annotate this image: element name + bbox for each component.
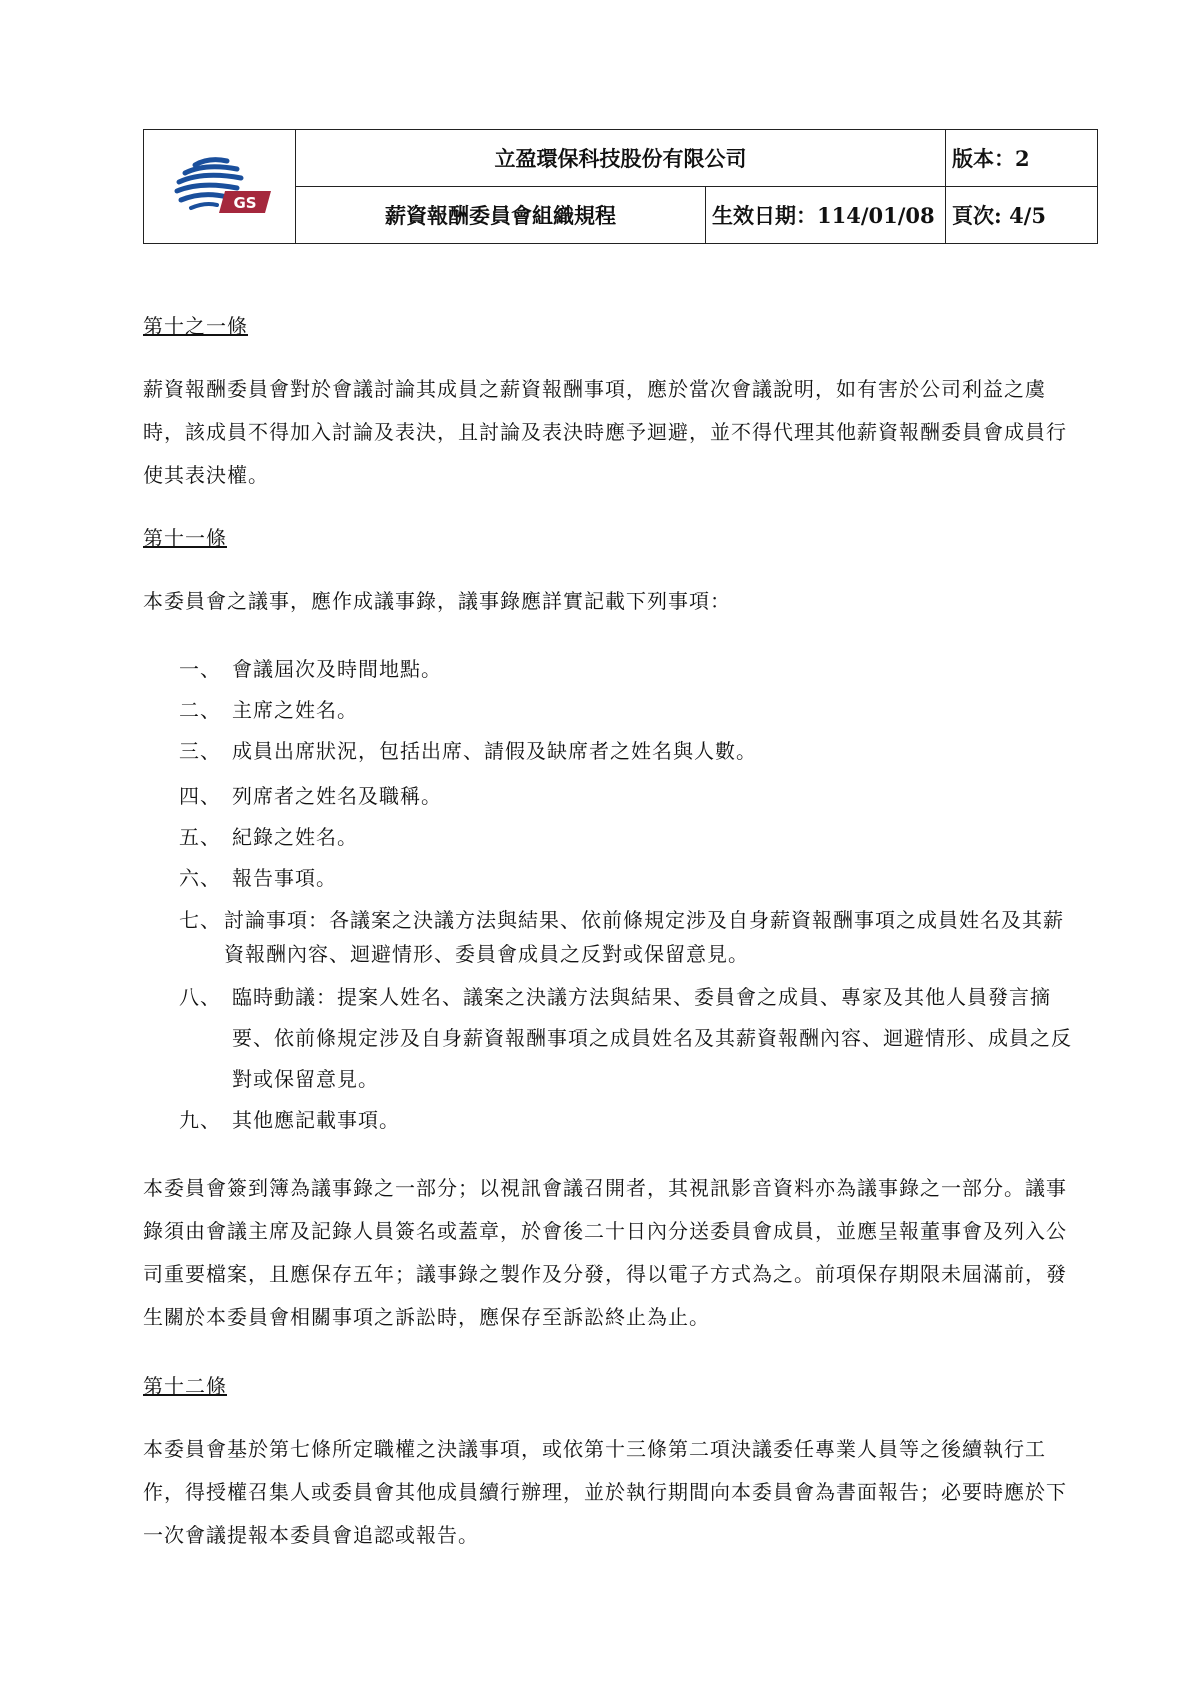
list-item-text: 列席者之姓名及職稱。 [232, 784, 442, 808]
article-intro: 本委員會之議事，應作成議事錄，議事錄應詳實記載下列事項： [143, 589, 731, 613]
list-item-number: 四、 [179, 784, 221, 808]
list-item [143, 817, 1083, 858]
list-item [143, 977, 1083, 1100]
list-item [143, 858, 1083, 899]
list-item-text: 紀錄之姓名。 [232, 825, 358, 849]
article-paragraph: 本委員會基於第七條所定職權之決議事項，或依第十三條第二項決議委任專業人員等之後續執行工作，得授權召集人或委員會其他成員續行辦理，並於執行期間向本委員會為書面報告；必要時應於下一次會議提報本委員會追認或報告。 [143, 1437, 1067, 1547]
list-item-number: 八、 [179, 985, 221, 1009]
minutes-items-list [143, 649, 1083, 1141]
list-item [143, 690, 1083, 731]
document-body [143, 305, 1083, 1557]
document-title: 薪資報酬委員會組織規程 [296, 187, 706, 244]
list-item-text: 報告事項。 [232, 866, 337, 890]
list-item [143, 776, 1083, 817]
list-item-number: 六、 [179, 866, 221, 890]
list-item [143, 649, 1083, 690]
list-item [143, 903, 1083, 971]
svg-text:GS: GS [232, 194, 257, 212]
list-item-number: 五、 [179, 825, 221, 849]
page-number-cell: 頁次: 4/5 [946, 187, 1098, 244]
article-title: 第十之一條 [143, 314, 248, 338]
document-header-table [143, 129, 1098, 244]
list-item-number: 一、 [179, 657, 221, 681]
logo-cell [144, 130, 296, 244]
list-item-text: 主席之姓名。 [232, 698, 358, 722]
list-item-number: 二、 [179, 698, 221, 722]
article-title: 第十一條 [143, 526, 227, 550]
effective-date-cell: 生效日期：114/01/08 [706, 187, 946, 244]
article-paragraph: 薪資報酬委員會對於會議討論其成員之薪資報酬事項，應於當次會議說明，如有害於公司利益之虞時，該成員不得加入討論及表決，且討論及表決時應予迴避，並不得代理其他薪資報酬委員會成員行使其表決權。 [143, 377, 1067, 487]
article-title: 第十二條 [143, 1374, 227, 1398]
list-item-text: 成員出席狀況，包括出席、請假及缺席者之姓名與人數。 [232, 739, 757, 763]
article-paragraph: 本委員會簽到簿為議事錄之一部分；以視訊會議召開者，其視訊影音資料亦為議事錄之一部分。議事錄須由會議主席及記錄人員簽名或蓋章，於會後二十日內分送委員會成員，並應呈報董事會及列入公司重要檔案，且應保存五年；議事錄之製作及分發，得以電子方式為之。前項保存期限未屆滿前，發生關於本委員會相關事項之訴訟時，應保存至訴訟終止為止。 [143, 1176, 1067, 1329]
list-item-text: 討論事項：各議案之決議方法與結果、依前條規定涉及自身薪資報酬事項之成員姓名及其薪資報酬內容、迴避情形、委員會成員之反對或保留意見。 [224, 908, 1064, 966]
list-item [143, 731, 1083, 772]
list-item-text: 其他應記載事項。 [232, 1108, 400, 1132]
company-logo-icon [165, 151, 275, 217]
list-item-number: 三、 [179, 739, 221, 763]
list-item-number: 九、 [179, 1108, 221, 1132]
list-item-text: 臨時動議：提案人姓名、議案之決議方法與結果、委員會之成員、專家及其他人員發言摘要、依前條規定涉及自身薪資報酬事項之成員姓名及其薪資報酬內容、迴避情形、成員之反對或保留意見。 [232, 985, 1072, 1091]
list-item-text: 會議屆次及時間地點。 [232, 657, 442, 681]
list-item [143, 1100, 1083, 1141]
list-item-number: 七、 [179, 908, 221, 932]
company-name: 立盈環保科技股份有限公司 [296, 130, 946, 187]
version-cell: 版本：2 [946, 130, 1098, 187]
